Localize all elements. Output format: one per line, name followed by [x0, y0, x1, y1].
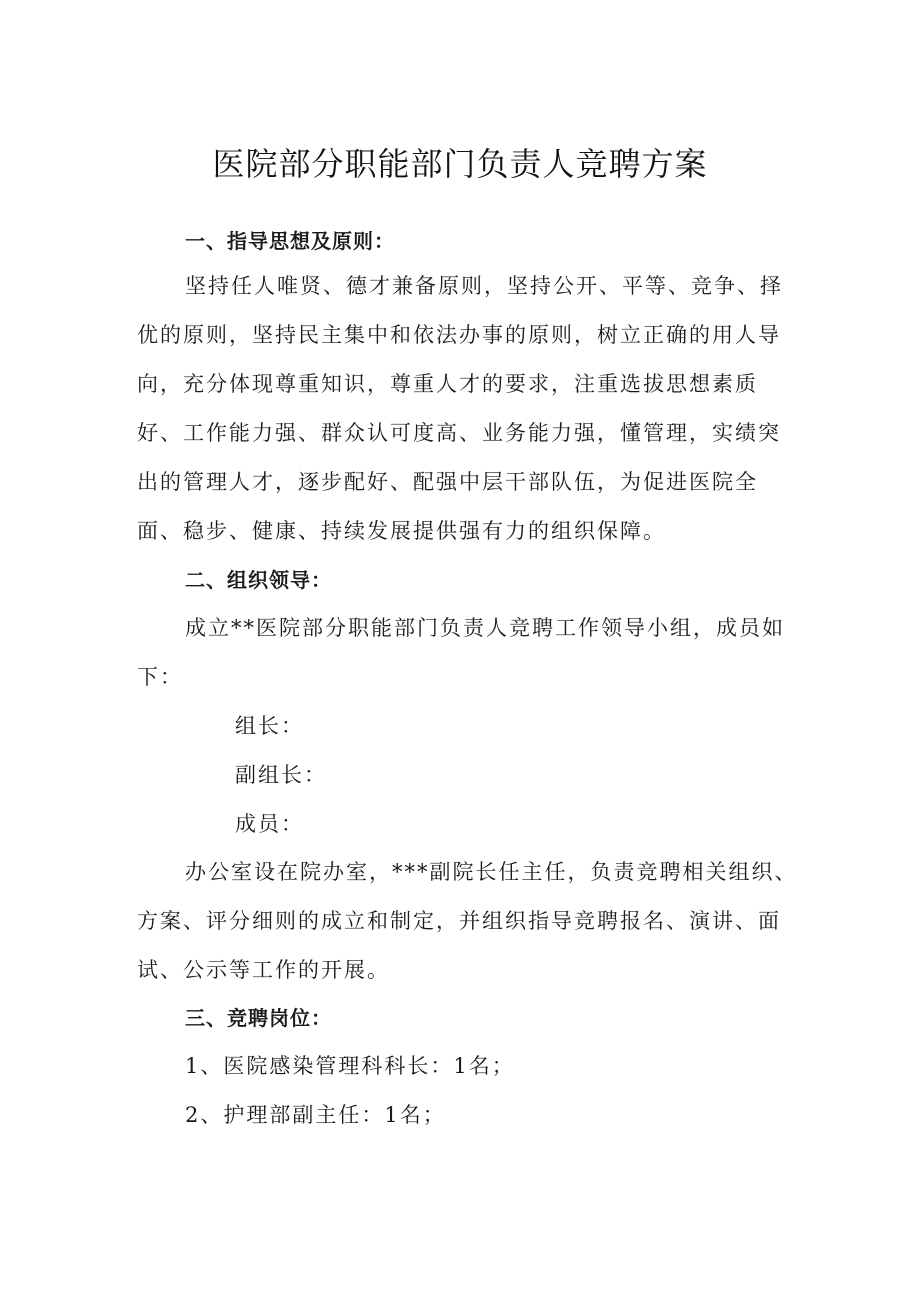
- paragraph-line: 试、公示等工作的开展。: [137, 958, 390, 982]
- paragraph-line: 方案、评分细则的成立和制定，并组织指导竞聘报名、演讲、面: [137, 909, 781, 933]
- section-heading-positions: 三、竞聘岗位：: [185, 1006, 332, 1030]
- section-heading-guiding: 一、指导思想及原则：: [185, 229, 395, 253]
- member-leader-label: 组长：: [235, 714, 304, 738]
- paragraph-line: 坚持任人唯贤、德才兼备原则，坚持公开、平等、竞争、择: [185, 274, 783, 298]
- paragraph-line: 下：: [137, 665, 183, 689]
- section-heading-organization: 二、组织领导：: [185, 568, 332, 592]
- paragraph-line: 办公室设在院办室，***副院长任主任，负责竞聘相关组织、: [185, 860, 798, 884]
- paragraph-line: 成立**医院部分职能部门负责人竞聘工作领导小组，成员如: [185, 616, 785, 640]
- paragraph-line: 出的管理人才，逐步配好、配强中层干部队伍，为促进医院全: [137, 470, 758, 494]
- position-item: 2、护理部副主任：1名；: [185, 1103, 446, 1127]
- paragraph-line: 好、工作能力强、群众认可度高、业务能力强，懂管理，实绩突: [137, 421, 781, 445]
- position-item: 1、医院感染管理科科长：1名；: [185, 1054, 515, 1078]
- member-members-label: 成员：: [235, 812, 304, 836]
- paragraph-line: 优的原则，坚持民主集中和依法办事的原则，树立正确的用人导: [137, 323, 781, 347]
- member-deputy-leader-label: 副组长：: [235, 763, 327, 787]
- paragraph-line: 向，充分体现尊重知识，尊重人才的要求，注重选拔思想素质: [137, 372, 758, 396]
- paragraph-line: 面、稳步、健康、持续发展提供强有力的组织保障。: [137, 519, 666, 543]
- document-title: 医院部分职能部门负责人竞聘方案: [212, 145, 708, 183]
